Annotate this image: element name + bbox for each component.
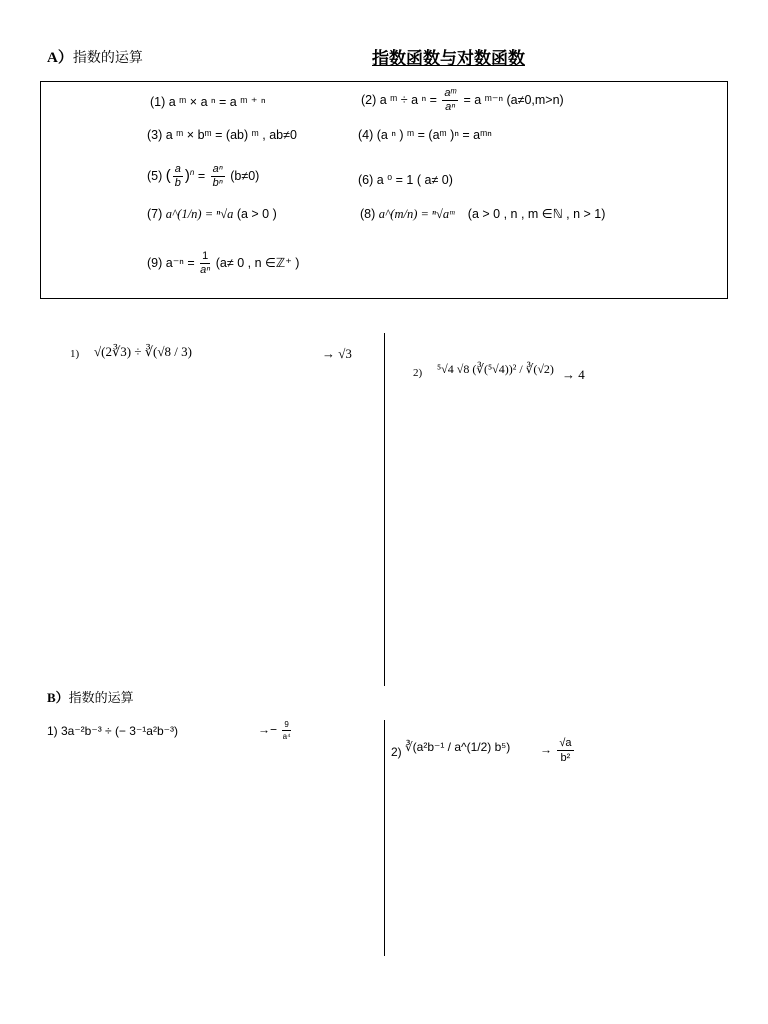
problem-b1-answer-num: 9 — [284, 720, 289, 729]
column-divider-a — [384, 333, 385, 686]
formula-9-num: 1 — [200, 251, 210, 264]
problem-b2-answer-prefix: → — [540, 742, 552, 757]
problem-a2-label: 2) — [413, 367, 423, 379]
problem-a2-expression: ⁵√4 √8 (∛(⁵√4))² / ∛(√2) — [437, 362, 554, 376]
formula-5-fraction-left — [173, 164, 183, 189]
problem-b2-answer-den: b² — [560, 752, 571, 764]
formula-3: (3) a ᵐ × bᵐ = (ab) ᵐ , ab≠0 — [147, 128, 297, 142]
formula-7-suffix: (a > 0 ) — [236, 207, 277, 221]
section-a-letter: A） — [47, 50, 73, 66]
formula-9 — [147, 251, 299, 276]
formula-8-body: a^(m/n) = ⁿ√aᵐ — [378, 207, 455, 221]
formula-9-suffix: (a≠ 0 , n ∈ℤ⁺ ) — [215, 255, 300, 270]
page-title: 指数函数与对数函数 — [372, 49, 525, 68]
formula-5-rden: bⁿ — [212, 177, 223, 189]
formula-9-den: aⁿ — [200, 264, 211, 276]
section-b-letter: B） — [47, 690, 69, 705]
problem-b1-answer — [258, 720, 293, 741]
formula-5-rnum: aⁿ — [212, 163, 223, 175]
problem-a1-label: 1) — [70, 348, 80, 360]
formula-2 — [361, 88, 564, 113]
problem-b2-expression: ∛(a²b⁻¹ / a^(1/2) b⁵) — [405, 740, 511, 754]
formula-5-num: a — [174, 163, 181, 175]
formula-9-prefix: (9) a⁻ⁿ = — [147, 255, 195, 270]
section-b-heading — [47, 687, 134, 706]
formula-2-prefix: (2) a ᵐ ÷ a ⁿ = — [361, 92, 437, 107]
problem-b1-answer-prefix: →− — [258, 722, 278, 737]
problem-a1-answer: → √3 — [322, 346, 352, 361]
problem-a2-answer: → 4 — [562, 367, 585, 382]
formula-box — [40, 81, 728, 299]
formula-5-den: b — [174, 177, 181, 189]
formula-5: (5) ( $\frac{a}{b}$ )$^n$ = $\frac{\text{aⁿ}}{\text{bⁿ}}$ (b≠0) — [147, 163, 260, 189]
problem-b1-expression: 1) 3a⁻²b⁻³ ÷ (− 3⁻¹a²b⁻³) — [47, 724, 178, 738]
problem-b2-answer-num: √a — [559, 737, 572, 749]
problem-b2-answer-fraction — [557, 737, 573, 764]
problem-b1-answer-den: a⁴ — [282, 732, 291, 741]
formula-7 — [147, 208, 277, 221]
formula-2-numerator: aᵐ — [444, 87, 457, 99]
formula-2-denominator: aⁿ — [445, 101, 456, 113]
column-divider-b — [384, 720, 385, 956]
formula-5-suffix: (b≠0) — [230, 168, 260, 183]
problem-b2-label: 2) — [391, 745, 402, 759]
problem-b1-answer-fraction — [282, 720, 290, 741]
formula-9-fraction — [200, 251, 210, 276]
formula-6: (6) a ⁰ = 1 ( a≠ 0) — [358, 173, 453, 187]
formula-2-fraction — [442, 88, 458, 113]
formula-7-body: a^(1/n) = ⁿ√a — [165, 207, 234, 221]
section-a-heading — [47, 46, 143, 67]
formula-8-prefix: (8) — [360, 207, 376, 221]
formula-1: (1) a ᵐ × a ⁿ = a ᵐ ⁺ ⁿ — [150, 95, 266, 109]
formula-4: (4) (a ⁿ ) ᵐ = (aᵐ )ⁿ = aᵐⁿ — [358, 128, 492, 142]
formula-7-prefix: (7) — [147, 207, 163, 221]
formula-5-prefix: (5) — [147, 168, 163, 183]
problem-b2-answer — [540, 737, 576, 764]
formula-8-suffix: (a > 0 , n , m ∈ℕ , n > 1) — [467, 207, 606, 221]
problem-a1-expression: √(2∛3) ÷ ∛(√8 / 3) — [94, 344, 192, 359]
section-a-text: 指数的运算 — [72, 49, 143, 65]
section-b-text: 指数的运算 — [68, 690, 134, 705]
formula-5-fraction-right — [211, 164, 225, 189]
formula-8 — [360, 208, 605, 221]
formula-2-suffix: = a ᵐ⁻ⁿ (a≠0,m>n) — [463, 92, 564, 107]
